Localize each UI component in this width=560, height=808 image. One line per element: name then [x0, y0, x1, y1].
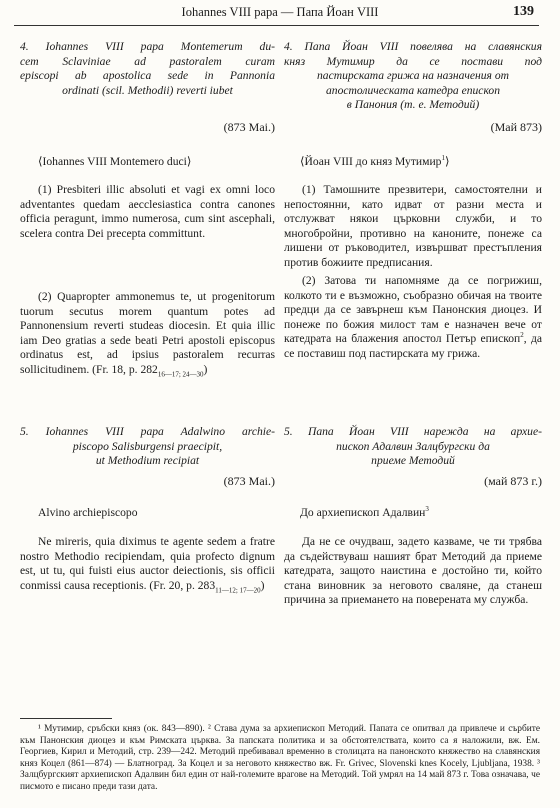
footnote-ref: 1 — [441, 154, 445, 163]
doc5-date-bulgarian: (май 873 г.) — [484, 474, 542, 488]
doc4-date-latin: (873 Mai.) — [223, 120, 275, 134]
doc4-para2-latin: (2) Quapropter ammonemus te, ut progenitorum tuorum secutus morem quantum potes ad Pannonensium reverti studeas diocesin. Et quia illic iam Deo gratias a sede beati Petri apostoli episcopus ordinatus est, ad ipsius pastoralem recurras sollicitudinem. (Fr. 18, p. $282_{16—17; 24—30}$) — [20, 290, 275, 379]
page-number: 139 — [513, 4, 534, 19]
doc5-para-latin: Ne mireris, quia diximus te agente sedem a fratre nostro Methodio recipiendam, quia profecto dignum est, ut tu, qui fuisti eius auctor deiectionis, sis officii conmissi causa receptionis. (Fr. 20, p. $283_{11—12; 17—20}$) — [20, 535, 275, 595]
doc4-heading-latin: 4. Iohannes VIII papa Montemerum du- cem Sclaviniae ad pastoralem curam episcopi ab apostolica sede in Pannonia ordinati (scil. Methodii) reverti iubet — [20, 40, 275, 97]
doc5-heading-latin: 5. Iohannes VIII papa Adalwino archie- piscopo Salisburgensi praecipit, ut Methodium recipiat — [20, 425, 275, 468]
doc4-para2-bulgarian: (2) Затова ти напомняме да се погрижиш, колкото ти е възможно, съобразно обичая на твоите предци да се завърнеш към Панонския диоцез. И понеже по божия милост там е назначен вече от катедрата на блажения апостол Петър епископ$^2$, да се поставиш под пастирската му грижа. — [284, 274, 543, 360]
doc5-date-latin: (873 Mai.) — [223, 474, 275, 488]
footnote-ref: 2 — [520, 331, 524, 340]
footnote-rule — [20, 718, 112, 719]
doc5-address-bulgarian: До архиепископ Адалвин$^3$ — [300, 505, 429, 519]
running-title: Iohannes VIII papa — Папа Йоан VIII — [181, 5, 379, 19]
doc4-date-bulgarian: (Май 873) — [490, 120, 542, 134]
footnotes: ¹ Мутимир, сръбски княз (ок. 843—890). ² Става дума за архиепископ Методий. Папата се опитвал да привлече и сърбите към Панонския диоцез и към Римската църква. За папската политика и за обстоятелствата, които са я наложили, вж. Ем. Георгиев, Кирил и Методий, стр. 239—242. Методий пребивавал временно в столицата на панонското княжество на славянския княз Коцел (861—874) — Блатноград. За Коцел и за неговото княжество вж. Fr. Grivec, Slovenski knes Kocely, Ljubljana, 1938. ³ Залцбургският архиепископ Адалвин бил един от най-големите врагове на Методий. Той умрял на 14 май 873 г. Това означава, че писмото е писано преди тази дата. — [20, 724, 540, 792]
running-header — [0, 5, 560, 23]
doc4-para1-bulgarian: (1) Тамошните презвитери, самостоятелни и непостоянни, като идват от разни места и отслужват някои църковни служби, и то многобройни, противно на каноните, понеже са лишени от ръководител, извършват престъпления против божиите предписания. — [284, 183, 542, 269]
doc5-address-latin: Alvino archiepiscopo — [38, 506, 138, 519]
doc4-address-bulgarian: ⟨Йоан VIII до княз Мутимир$^1$⟩ — [300, 154, 450, 168]
doc5-heading-bulgarian: 5. Папа Йоан VIII нарежда на архие- пископ Адалвин Залцбургски да приеме Методий — [284, 425, 542, 468]
doc4-para1-latin: (1) Presbiteri illic absoluti et vagi ex omni loco adventantes quedam aecclesiastica contra canones officia peragunt, immo numerosa, cum sint ascephali, scelera contra Dei precepta committunt. — [20, 183, 275, 240]
doc4-address-latin: ⟨Iohannes VIII Montemero duci⟩ — [38, 155, 192, 168]
doc5-para-bulgarian: Да не се очудваш, задето казваме, че ти трябва да съдействуваш нашият брат Методий да приеме катедрата, защото наистина е достойно ти, който стана виновник за неговото сваляне, да станеш причина за приемането на поверената му служба. — [284, 535, 542, 607]
header-rule — [14, 25, 539, 26]
doc4-heading-bulgarian: 4. Папа Йоан VIII повелява на славянския княз Мутимир да се постави под пастирската грижа на назначения от апостолическата катедра епископ в Панония (т. е. Методий) — [284, 40, 542, 112]
footnote-ref: 3 — [425, 505, 429, 514]
